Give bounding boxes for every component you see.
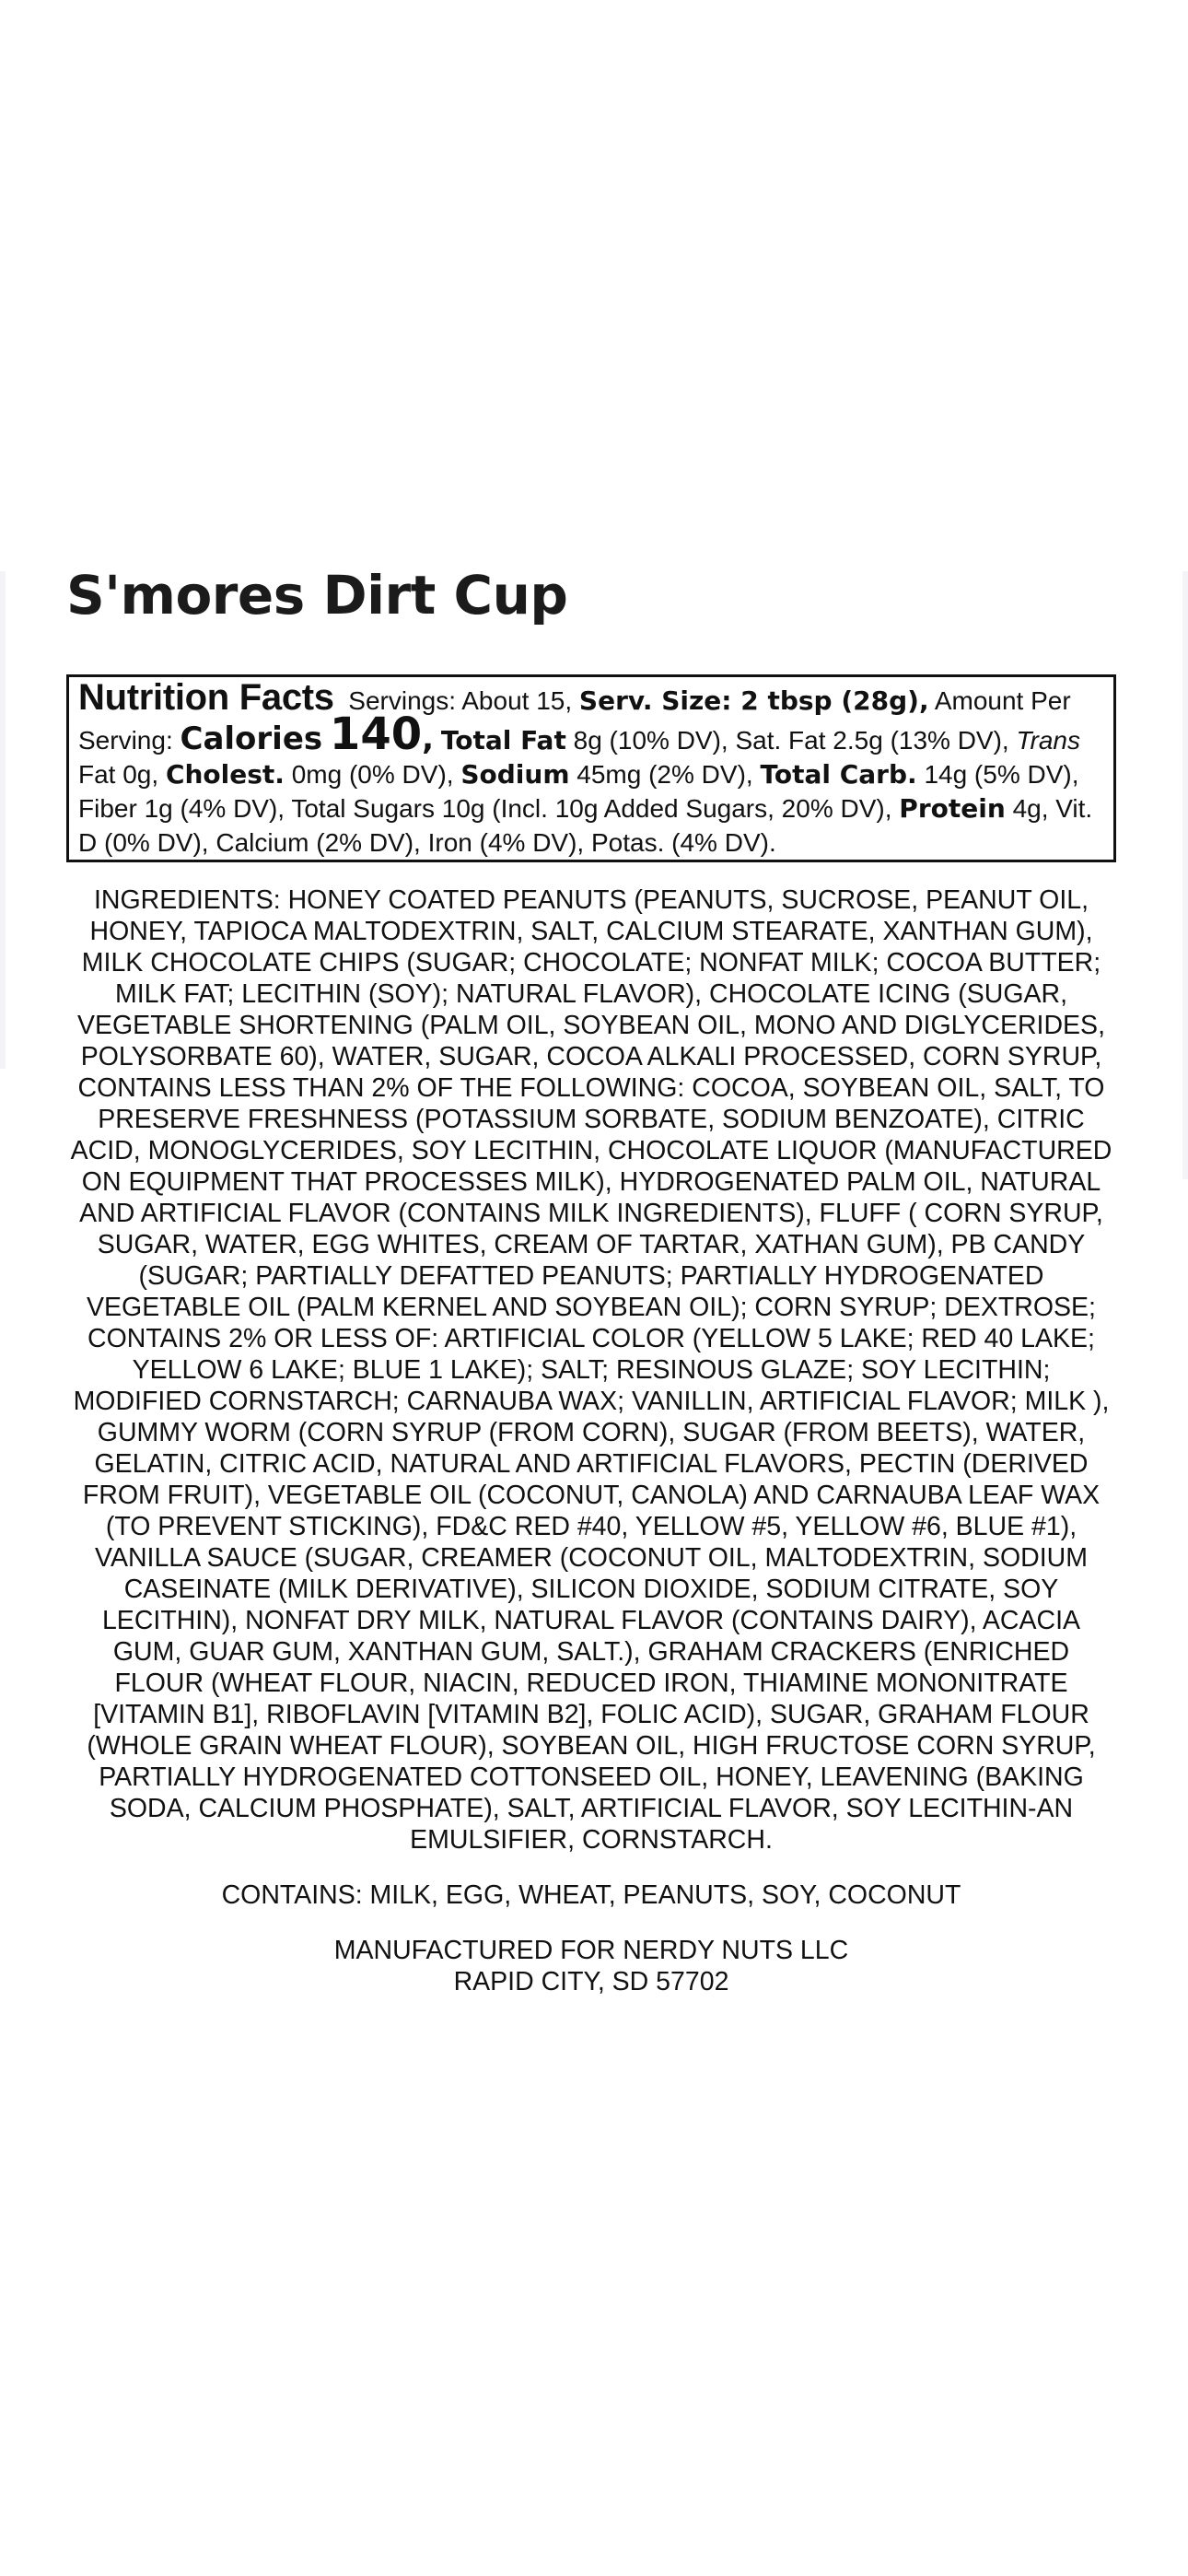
allergen-statement: CONTAINS: MILK, EGG, WHEAT, PEANUTS, SOY, COCONUT [221,1880,961,1910]
protein-label: Protein [899,793,1006,824]
manufacturer-name: MANUFACTURED FOR NERDY NUTS LLC [333,1936,849,1965]
protein-value: 4g, Vit. D (0% DV), Calcium (2% DV), Iron (4% DV), Potas. (4% DV). [78,794,1093,857]
edge-shadow-right [1182,571,1188,1179]
amount-per-serving: Amount Per Serving: [78,686,1071,755]
total-carb-label: Total Carb. [760,759,917,790]
total-carb-value: 14g (5% DV), Fiber 1g (4% DV), Total Sugars 10g (Incl. 10g Added Sugars, 20% DV), [78,760,1079,823]
sodium-label: Sodium [460,759,570,790]
edge-shadow-left [0,571,6,1069]
cholesterol-value: 0mg (0% DV), [291,760,454,789]
cholesterol-label: Cholest. [165,759,285,790]
sodium-value: 45mg (2% DV), [577,760,753,789]
trans-fat-value: Fat 0g, [78,760,159,789]
servings-text: Servings: About 15, [348,686,573,715]
manufacturer-info [66,1935,1116,1997]
calories-comma: , [422,720,435,757]
nutrition-facts-heading: Nutrition Facts [78,677,334,718]
serving-size: Serv. Size: 2 tbsp (28g), [578,685,929,716]
nutrition-facts-panel [66,674,1116,862]
calories-value: 140 [329,708,423,760]
manufacturer-address: RAPID CITY, SD 57702 [453,1967,729,1996]
ingredients-text: INGREDIENTS: HONEY COATED PEANUTS (PEANUTS, SUCROSE, PEANUT OIL, HONEY, TAPIOCA MALTODEXTRIN, SALT, CALCIUM STEARATE, XANTHAN GUM), MILK CHOCOLATE CHIPS (SUGAR; CHOCOLATE; NONFAT MILK; COCOA BUTTER; MILK FAT; LECITHIN (SOY); NATURAL FLAVOR), CHOCOLATE ICING (SUGAR, VEGETABLE SHORTENING (PALM OIL, SOYBEAN OIL, MONO AND DIGLYCERIDES, POLYSORBATE 60), WATER, SUGAR, COCOA ALKALI PROCESSED, CORN SYRUP, CONTAINS LESS THAN 2% OF THE FOLLOWING: COCOA, SOYBEAN OIL, SALT, TO PRESERVE FRESHNESS (POTASSIUM SORBATE, SODIUM BENZOATE), CITRIC ACID, MONOGLYCERIDES, SOY LECITHIN, CHOCOLATE LIQUOR (MANUFACTURED ON EQUIPMENT THAT PROCESSES MILK), HYDROGENATED PALM OIL, NATURAL AND ARTIFICIAL FLAVOR (CONTAINS MILK INGREDIENTS), FLUFF ( CORN SYRUP, SUGAR, WATER, EGG WHITES, CREAM OF TARTAR, XATHAN GUM), PB CANDY (SUGAR; PARTIALLY DEFATTED PEANUTS; PARTIALLY HYDROGENATED VEGETABLE OIL (PALM KERNEL AND SOYBEAN OIL); CORN SYRUP; DEXTROSE; CONTAINS 2% OR LESS OF: ARTIFICIAL COLOR (YELLOW 5 LAKE; RED 40 LAKE; YELLOW 6 LAKE; BLUE 1 LAKE); SALT; RESINOUS GLAZE; SOY LECITHIN; MODIFIED CORNSTARCH; CARNAUBA WAX; VANILLIN, ARTIFICIAL FLAVOR; MILK ), GUMMY WORM (CORN SYRUP (FROM CORN), SUGAR (FROM BEETS), WATER, GELATIN, CITRIC ACID, NATURAL AND ARTIFICIAL FLAVORS, PECTIN (DERIVED FROM FRUIT), VEGETABLE OIL (COCONUT, CANOLA) AND CARNAUBA LEAF WAX (TO PREVENT STICKING), FD&C RED #40, YELLOW #5, YELLOW #6, BLUE #1), VANILLA SAUCE (SUGAR, CREAMER (COCONUT OIL, MALTODEXTRIN, SODIUM CASEINATE (MILK DERIVATIVE), SILICON DIOXIDE, SODIUM CITRATE, SOY LECITHIN), NONFAT DRY MILK, NATURAL FLAVOR (CONTAINS DAIRY), ACACIA GUM, GUAR GUM, XANTHAN GUM, SALT.), GRAHAM CRACKERS (ENRICHED FLOUR (WHEAT FLOUR, NIACIN, REDUCED IRON, THIAMINE MONONITRATE [VITAMIN B1], RIBOFLAVIN [VITAMIN B2], FOLIC ACID), SUGAR, GRAHAM FLOUR (WHOLE GRAIN WHEAT FLOUR), SOYBEAN OIL, HIGH FRUCTOSE CORN SYRUP, PARTIALLY HYDROGENATED COTTONSEED OIL, HONEY, LEAVENING (BAKING SODA, CALCIUM PHOSPHATE), SALT, ARTIFICIAL FLAVOR, SOY LECITHIN-AN EMULSIFIER, CORNSTARCH. [70,885,1112,1855]
total-fat-label: Total Fat [440,725,566,755]
trans-fat-label: Trans [1016,726,1080,755]
product-title: S'mores Dirt Cup [66,564,568,626]
total-fat-value: 8g (10% DV), Sat. Fat 2.5g (13% DV), [573,726,1009,755]
calories-label: Calories [180,720,323,757]
